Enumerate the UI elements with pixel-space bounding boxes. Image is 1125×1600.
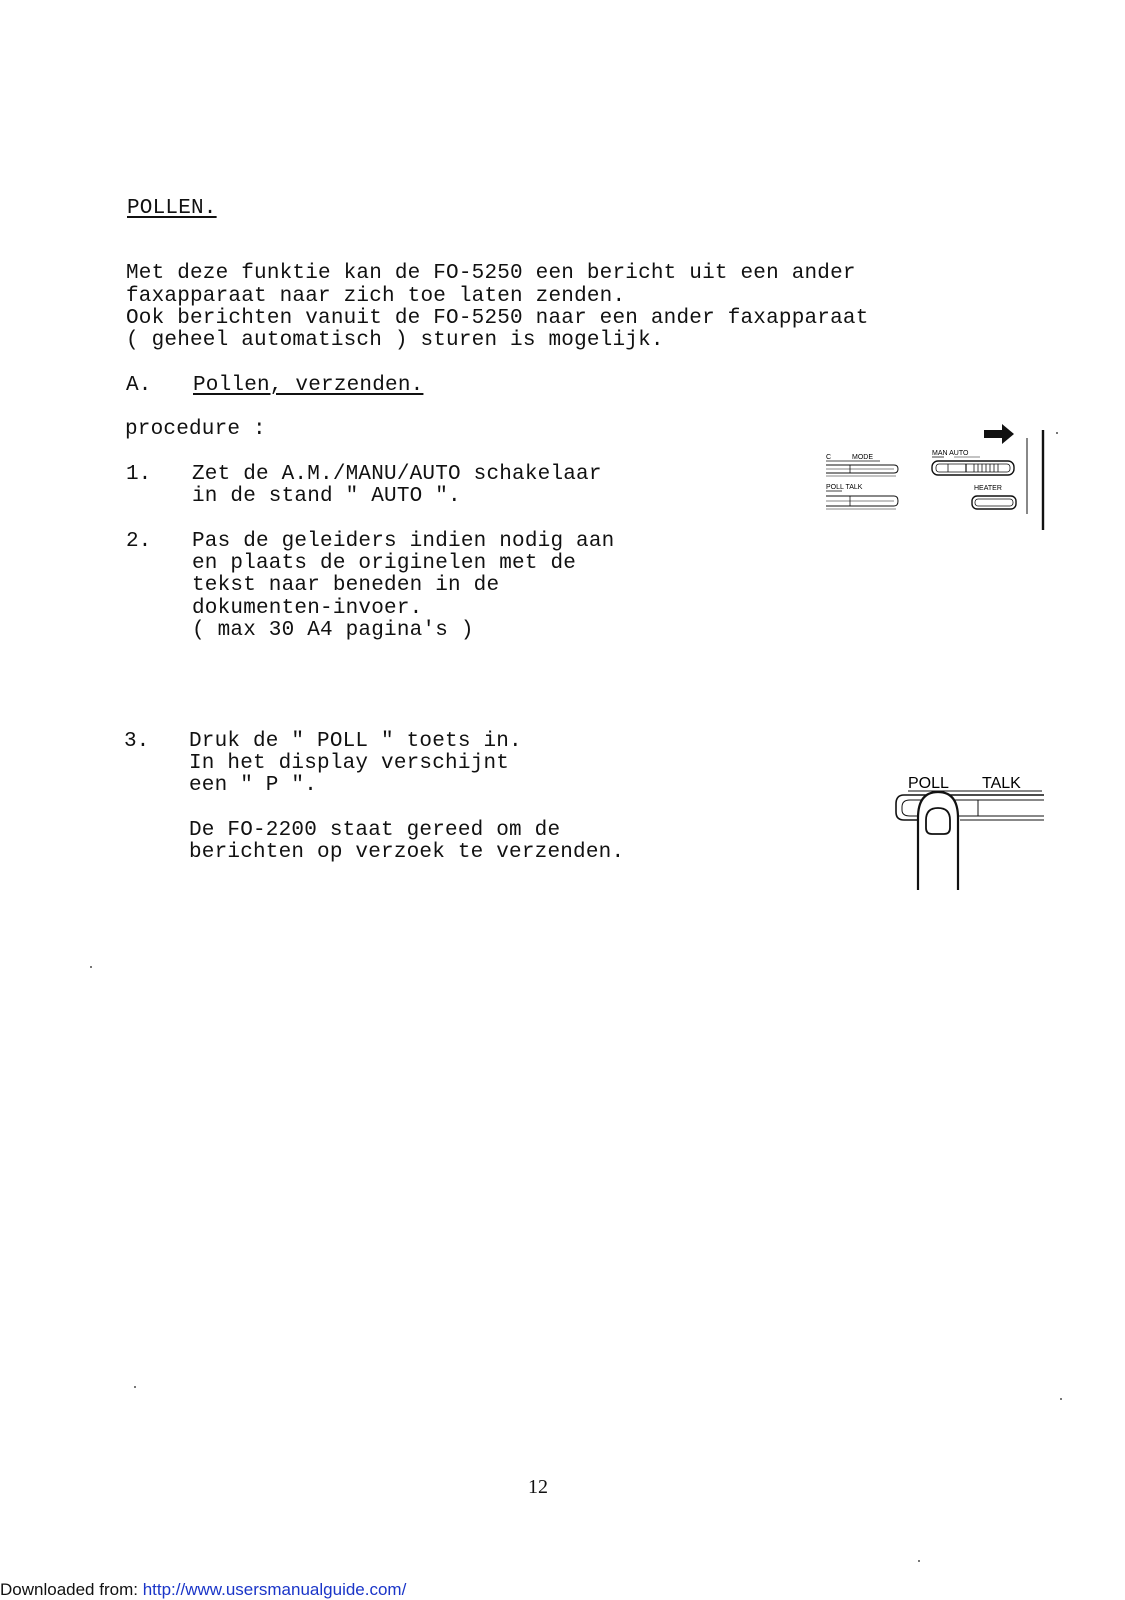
download-footer <box>0 1580 406 1600</box>
heater-button <box>972 496 1016 509</box>
footer-link[interactable]: http://www.usersmanualguide.com/ <box>142 1580 407 1599</box>
step-note-line: De FO-2200 staat gereed om de <box>189 819 561 842</box>
poll-talk-switch-small <box>826 496 898 509</box>
step-number: 2. <box>126 530 152 553</box>
panel-label-man-auto: MAN AUTO <box>932 450 969 457</box>
man-auto-switch <box>932 461 1014 475</box>
scan-speck <box>90 966 92 968</box>
intro-line: Ook berichten vanuit de FO-5250 naar een ander faxapparaat <box>126 307 869 330</box>
step-line: een " P ". <box>189 774 318 797</box>
scan-speck <box>1060 1398 1062 1400</box>
section-letter: A. <box>126 374 152 397</box>
finger-icon <box>918 792 958 890</box>
step-number: 3. <box>124 730 150 753</box>
scan-speck <box>134 1386 136 1388</box>
poll-label: POLL <box>908 775 949 792</box>
control-panel-illustration <box>820 418 1060 538</box>
intro-line: ( geheel automatisch ) sturen is mogelijk. <box>126 329 664 352</box>
panel-label-poll-talk: POLL TALK <box>826 484 863 491</box>
intro-line: faxapparaat naar zich toe laten zenden. <box>126 285 626 308</box>
mode-switch <box>826 465 898 476</box>
panel-label-mode: MODE <box>852 454 873 461</box>
scan-speck <box>918 1560 920 1562</box>
step-line: tekst naar beneden in de <box>192 574 500 597</box>
step-line: en plaats de originelen met de <box>192 552 577 575</box>
footer-prefix: Downloaded from: <box>0 1580 143 1599</box>
step-line: ( max 30 A4 pagina's ) <box>192 619 474 642</box>
step-line: in de stand " AUTO ". <box>192 485 461 508</box>
scan-speck <box>1056 432 1058 434</box>
panel-label-heater: HEATER <box>974 485 1002 492</box>
step-note-line: berichten op verzoek te verzenden. <box>189 841 625 864</box>
step-line: Zet de A.M./MANU/AUTO schakelaar <box>192 463 602 486</box>
intro-line: Met deze funktie kan de FO-5250 een bericht uit een ander <box>126 262 856 285</box>
step-line: dokumenten-invoer. <box>192 597 423 620</box>
page-number: 12 <box>528 1476 548 1498</box>
section-heading: Pollen, verzenden. <box>193 374 424 397</box>
procedure-label: procedure : <box>125 418 266 441</box>
step-line: In het display verschijnt <box>189 752 510 775</box>
step-line: Druk de " POLL " toets in. <box>189 730 522 753</box>
step-number: 1. <box>126 463 152 486</box>
page-title: POLLEN. <box>127 197 217 220</box>
arrow-right-icon <box>984 424 1014 444</box>
poll-key-illustration <box>880 762 1050 892</box>
talk-label: TALK <box>982 775 1021 792</box>
step-line: Pas de geleiders indien nodig aan <box>192 530 615 553</box>
panel-label-c: C <box>826 454 832 461</box>
